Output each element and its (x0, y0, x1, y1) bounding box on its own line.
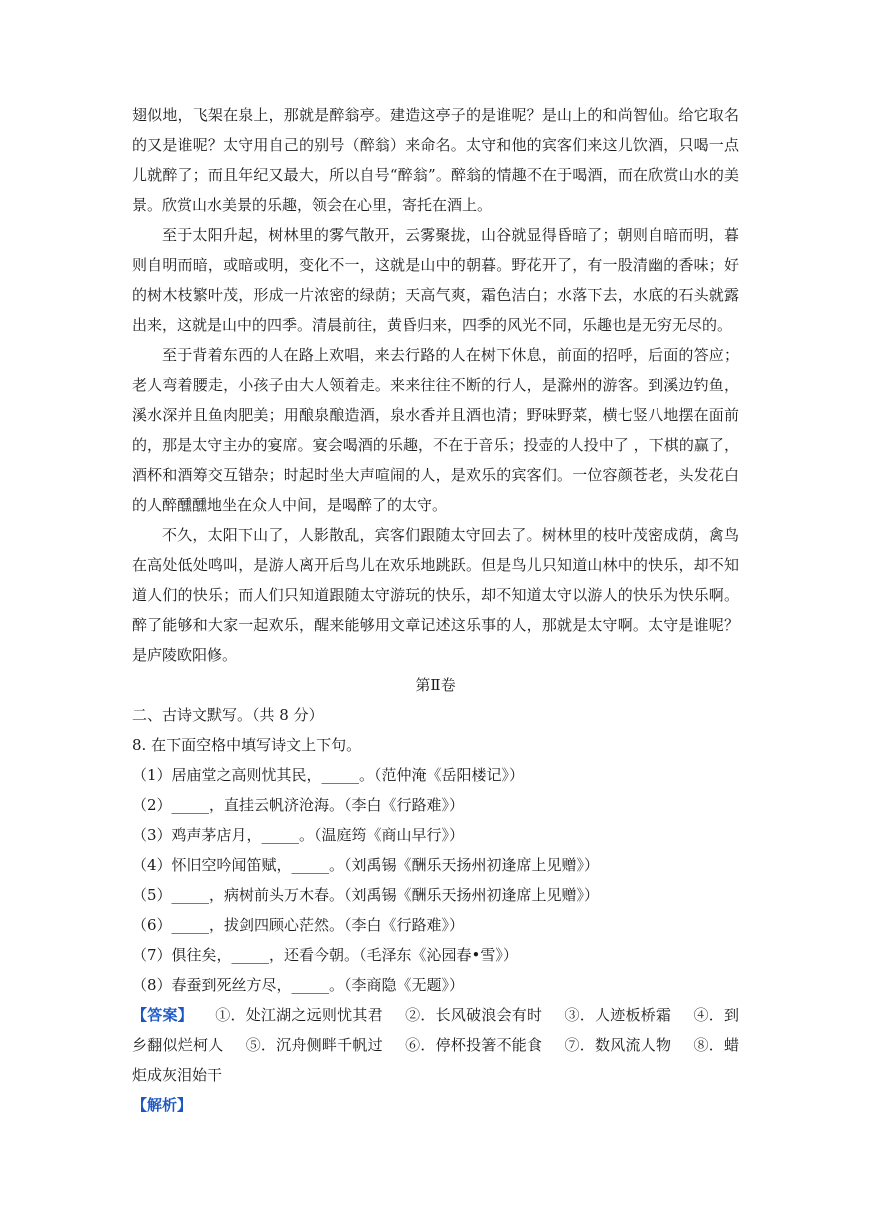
volume-title: 第Ⅱ卷 (415, 676, 456, 694)
answer-item-8: ⑧．蜡炬成灰泪始干 (132, 1036, 739, 1084)
question-item-1: （1）居庙堂之高则忧其民，_____。（范仲淹《岳阳楼记》） (132, 766, 525, 784)
translation-paragraph-4: 不久，太阳下山了，人影散乱，宾客们跟随太守回去了。树林里的枝叶茂密成荫，禽鸟在高处低处鸣叫，是游人离开后鸟儿在欢乐地跳跃。但是鸟儿只知道山林中的快乐，却不知道人们的快乐；而人们只知道跟随太守游玩的快乐，却不知道太守以游人的快乐为快乐啊。醉了能够和大家一起欢乐，醒来能够用文章记述这乐事的人，那就是太守啊。太守是谁呢？是庐陵欧阳修。 (132, 526, 739, 664)
analysis-block (132, 1090, 739, 1120)
question-item-3: （3）鸡声茅店月，_____。（温庭筠《商山早行》） (132, 826, 465, 844)
answer-item-2: ②．长风破浪会有时 (404, 1006, 543, 1024)
question-item-2: （2）_____，直挂云帆济沧海。（李白《行路难》） (132, 796, 465, 814)
answer-tag: 【答案】 (132, 1006, 193, 1024)
translation-paragraph-3: 至于背着东西的人在路上欢唱，来去行路的人在树下休息，前面的招呼，后面的答应；老人弯着腰走，小孩子由大人领着走。来来往往不断的行人，是滁州的游客。到溪边钓鱼，溪水深并且鱼肉肥美；用酿泉酿造酒，泉水香并且酒也清；野味野菜，横七竖八地摆在面前的，那是太守主办的宴席。宴会喝酒的乐趣，不在于音乐；投壶的人投中了 ，下棋的赢了，酒杯和酒筹交互错杂；时起时坐大声喧闹的人，是欢乐的宾客们。一位容颜苍老，头发花白的人醉醺醺地坐在众人中间，是喝醉了的太守。 (132, 346, 739, 514)
answer-item-5: ⑤．沉舟侧畔千帆过 (245, 1036, 383, 1054)
question-item-5: （5）_____，病树前头万木春。（刘禹锡《酬乐天扬州初逢席上见赠》） (132, 886, 600, 904)
question-item-4: （4）怀旧空吟闻笛赋，_____。（刘禹锡《酬乐天扬州初逢席上见赠》） (132, 856, 600, 874)
analysis-tag: 【解析】 (132, 1096, 193, 1114)
answer-block (132, 1000, 739, 1090)
question-item-8: （8）春蚕到死丝方尽，_____。（李商隐《无题》） (132, 976, 465, 994)
answer-item-3: ③．人迹板桥霜 (564, 1006, 672, 1024)
translation-paragraph-2: 至于太阳升起，树林里的雾气散开，云雾聚拢，山谷就显得昏暗了；朝则自暗而明，暮则自明而暗，或暗或明，变化不一，这就是山中的朝暮。野花开了，有一股清幽的香味；好的树木枝繁叶茂，形成一片浓密的绿荫；天高气爽，霜色洁白；水落下去，水底的石头就露出来，这就是山中的四季。清晨前往，黄昏归来，四季的风光不同，乐趣也是无穷无尽的。 (132, 226, 739, 334)
answer-item-7: ⑦．数风流人物 (564, 1036, 672, 1054)
section-heading: 二、古诗文默写。（共 8 分） (132, 706, 324, 724)
document-body (132, 100, 739, 1120)
translation-paragraph-1: 翅似地，飞架在泉上，那就是醉翁亭。建造这亭子的是谁呢？是山上的和尚智仙。给它取名的又是谁呢？太守用自己的别号（醉翁）来命名。太守和他的宾客们来这儿饮酒，只喝一点儿就醉了；而且年纪又最大，所以自号“醉翁”。醉翁的情趣不在于喝酒，而在欣赏山水的美景。欣赏山水美景的乐趣，领会在心里，寄托在酒上。 (132, 106, 739, 214)
question-item-7: （7）俱往矣，_____，还看今朝。（毛泽东《沁园春•雪》） (132, 946, 518, 964)
answer-item-4: ④．到乡翻似烂柯人 (132, 1006, 739, 1054)
question-stem: 8. 在下面空格中填写诗文上下句。 (132, 736, 362, 754)
answer-item-6: ⑥．停杯投箸不能食 (404, 1036, 543, 1054)
answer-item-1: ①．处江湖之远则忧其君 (214, 1006, 383, 1024)
question-item-6: （6）_____，拔剑四顾心茫然。（李白《行路难》） (132, 916, 465, 934)
